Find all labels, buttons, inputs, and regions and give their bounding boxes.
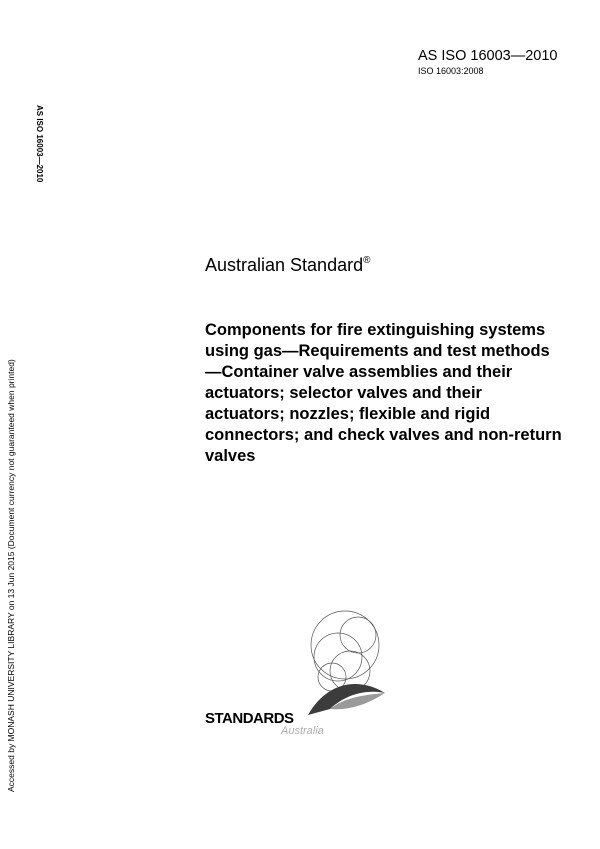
australian-standard-text: Australian Standard [205,255,364,275]
access-note: Accessed by MONASH UNIVERSITY LIBRARY on 13 Jun 2015 (Document currency not guaranteed when printed) [6,359,16,792]
iso-number: ISO 16003:2008 [418,66,484,76]
spine-standard-number: AS ISO 16003—2010 [35,105,44,183]
standard-number: AS ISO 16003—2010 [418,48,558,64]
australian-standard-heading [205,254,370,276]
australia-logo-word: Australia [281,725,324,737]
standards-logo-word: STANDARDS [205,710,294,727]
registered-mark: ® [363,255,371,266]
standards-australia-logo-icon [290,605,400,725]
document-title: Components for fire extinguishing systems using gas—Requirements and test methods—Container valve assemblies and their actuators; selector valves and their actuators; nozzles; flexible and rigid connectors; and check valves and non-return valves [205,321,562,465]
